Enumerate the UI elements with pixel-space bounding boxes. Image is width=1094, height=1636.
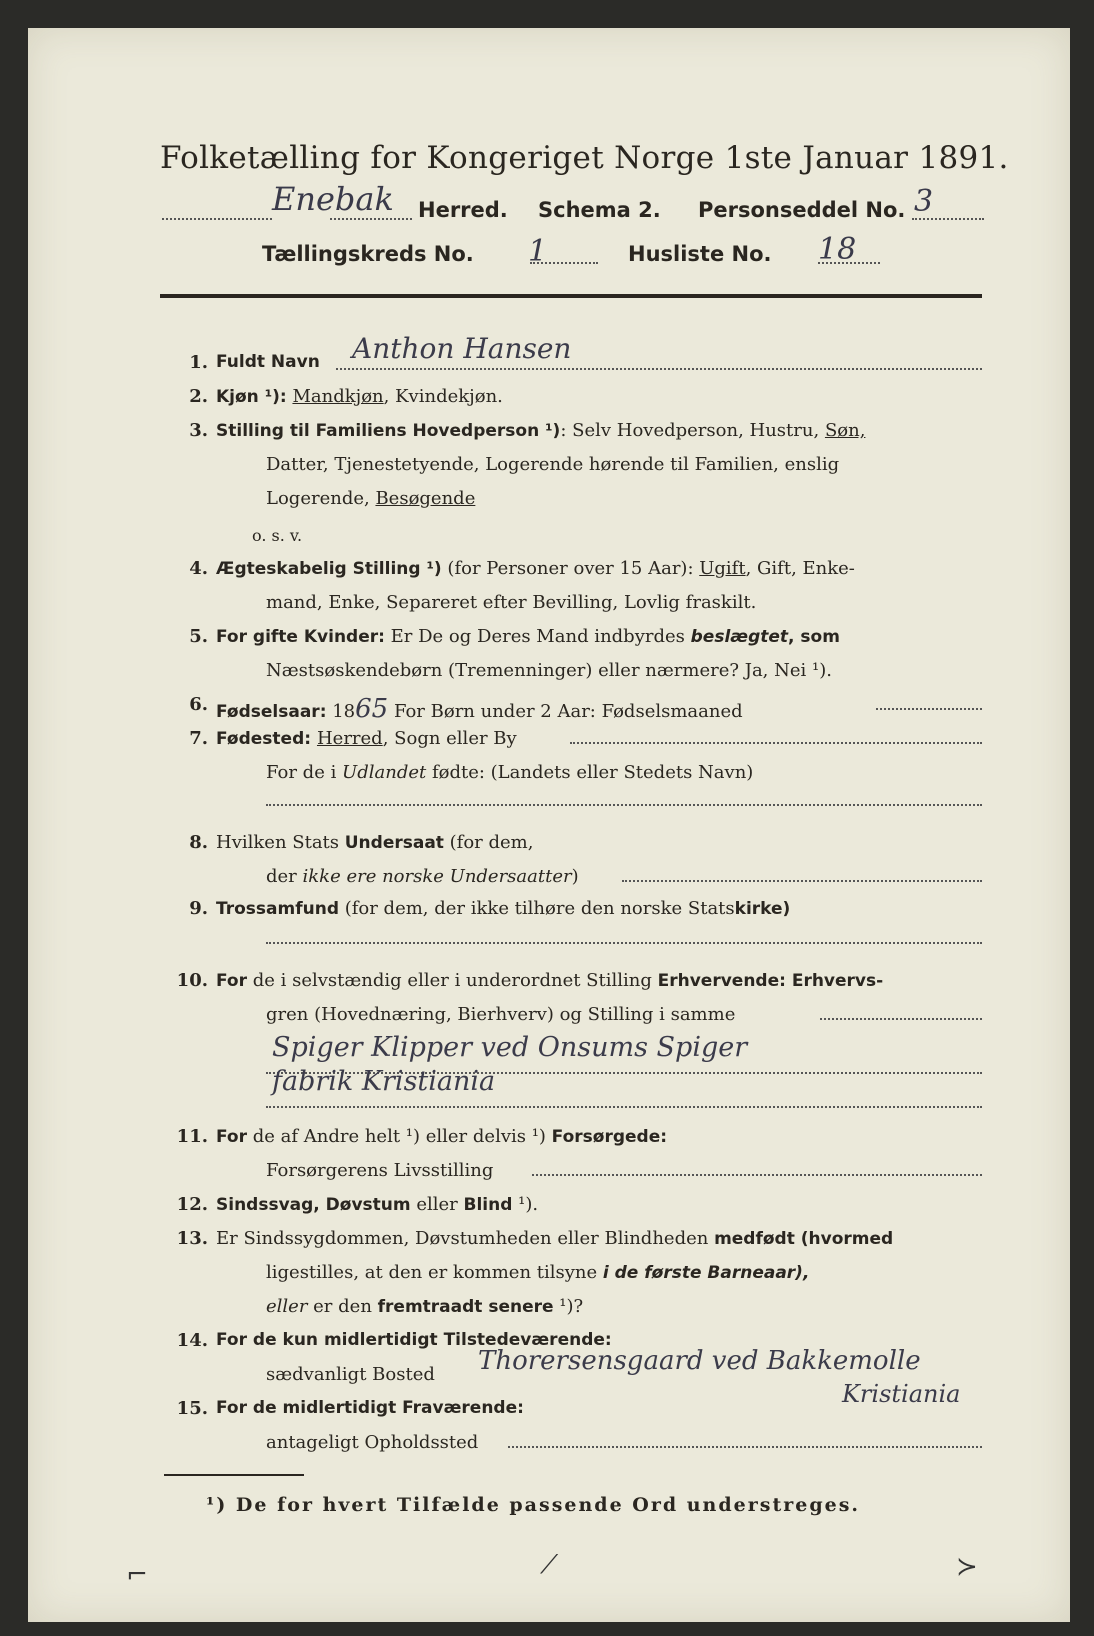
item-13-line-3-a: er den [307,1296,378,1317]
item-13-medfodt: medfødt (hvormed [714,1229,894,1249]
item-5-beslaegtet: beslægtet [690,627,789,647]
item-9-line [216,898,790,919]
item-14-bosted-handwritten: Thorersensgaard ved Bakkemolle [478,1346,921,1376]
item-12-blind: Blind [463,1195,513,1215]
form-title: Folketælling for Kongeriget Norge 1ste Januar 1891. [160,140,1009,176]
item-7-blank-line [266,804,982,806]
ink-mark-left: ⌐ [126,1560,148,1590]
item-11-dotted-line [532,1174,982,1176]
item-8-line-2-a: der [266,866,303,887]
item-10-occupation-handwritten-1: Spiger Klipper ved Onsums Spiger [272,1032,748,1063]
item-9-number: 9. [189,898,208,919]
item-11-label: For [216,1127,247,1147]
item-1-label: Fuldt Navn [216,352,320,372]
husliste-label: Husliste No. [628,242,772,266]
footnote-rule [164,1474,304,1476]
item-4-underlined-ugift: Ugift [699,558,746,579]
item-7-line-1-rest: , Sogn eller By [382,728,517,749]
item-7-line-1 [216,728,517,749]
item-9-blank-line [266,942,982,944]
ink-mark-center: ⟋ [540,1550,559,1580]
item-7-line-2-a: For de i [266,762,343,783]
herred-dotted-line [162,218,272,220]
item-8-number: 8. [189,832,208,853]
item-6-year-prefix: 18 [326,701,356,722]
item-3-line-2: Datter, Tjenestetyende, Logerende hørende til Familien, enslig [266,454,840,475]
item-14-bosted-handwritten-2: Kristiania [842,1380,961,1408]
item-6-label: Fødselsaar: [216,702,327,722]
item-2-label: Kjøn ¹): [216,387,287,407]
item-2-underlined: Mandkjøn [292,386,384,407]
item-3-line-3 [266,488,475,509]
item-15-dotted-line [508,1446,982,1448]
item-3-underlined-besogende: Besøgende [375,488,476,509]
item-13-line-3-b: ¹)? [553,1296,584,1317]
item-13-line-3 [266,1296,583,1317]
item-1-dotted-line [336,368,982,370]
item-13-number: 13. [176,1228,208,1249]
item-7-udlandet: Udlandet [342,762,427,783]
item-11-line-1 [216,1126,667,1147]
item-13-line-2-italic: i de første Barneaar), [602,1263,810,1283]
item-8-undersaat: Undersaat [344,833,444,853]
item-9-rest: (for dem, der ikke tilhøre den norske Stats [338,898,735,919]
herred-dotted-line-2 [330,218,412,220]
item-7-number: 7. [189,728,208,749]
item-6-dotted-line [876,708,982,710]
husliste-dotted-line [818,262,880,264]
item-8-line-2-b: ) [571,866,579,887]
personseddel-number: 3 [914,184,934,219]
husliste-number: 18 [818,232,857,267]
item-10-label: For [216,971,247,991]
item-14-line-2: sædvanligt Bosted [266,1364,435,1385]
footnote: ¹) De for hvert Tilfælde passende Ord understreges. [206,1494,861,1516]
item-3-underlined-son: Søn, [824,420,866,441]
item-3-line-1-rest: : Selv Hovedperson, Hustru, [560,420,820,441]
item-11-line-2: Forsørgerens Livsstilling [266,1160,494,1181]
item-13-line-1-a: Er Sindssygdommen, Døvstumheden eller Blindheden [216,1228,715,1249]
item-10-line-1-rest: de i selvstændig eller i underordnet Stilling [247,970,658,991]
item-5-line-1 [216,626,840,647]
item-4-line-1 [216,558,855,579]
item-8-line-1 [216,832,533,853]
herred-label: Herred. [418,198,508,222]
item-12-label: Sindssvag, Døvstum [216,1195,411,1215]
personseddel-dotted-line [912,218,984,220]
item-3-osv: o. s. v. [252,526,303,545]
item-8-line-1-b: (for dem, [443,832,534,853]
item-4-label: Ægteskabelig Stilling ¹) [216,559,442,579]
item-5-som: , som [788,627,840,647]
item-7-line-2 [266,762,753,783]
item-3-line-1 [216,420,865,441]
item-3-number: 3. [189,420,208,441]
item-3-label: Stilling til Familiens Hovedperson ¹) [216,421,561,441]
item-10-line-1 [216,970,883,991]
item-6-year-handwritten: 65 [355,694,389,724]
item-15-line-2: antageligt Opholdssted [266,1432,479,1453]
item-9-kirke: kirke) [734,899,791,919]
item-8-dotted-line [622,880,982,882]
item-4-line-1-rest: (for Personer over 15 Aar): [441,558,700,579]
item-7-underlined-herred: Herred [316,728,383,749]
taellingskreds-dotted-line [530,262,598,264]
item-2-rest: , Kvindekjøn. [383,386,503,407]
item-11-line-1-rest: de af Andre helt ¹) eller delvis ¹) [247,1126,552,1147]
item-15-label: For de midlertidigt Fraværende: [216,1398,524,1418]
taellingskreds-number: 1 [528,234,548,269]
item-1-name-handwritten: Anthon Hansen [352,332,572,365]
item-7-dotted-line [570,742,982,744]
item-2-number: 2. [189,386,208,407]
item-10-occupation-handwritten-2: fabrik Kristiania [272,1066,496,1097]
item-5-number: 5. [189,626,208,647]
schema-label: Schema 2. [538,198,661,222]
item-4-number: 4. [189,558,208,579]
item-10-number: 10. [176,970,208,991]
personseddel-label: Personseddel No. [698,198,906,222]
item-10-dotted-line [820,1018,982,1020]
item-13-eller: eller [266,1296,308,1317]
item-7-label: Fødested: [216,729,317,749]
item-10-line-4 [266,1106,982,1108]
item-3-line-3-text: Logerende, [266,488,370,509]
item-2-text [216,386,503,407]
item-13-line-1 [216,1228,893,1249]
item-9-label: Trossamfund [216,899,339,919]
item-14-label: For de kun midlertidigt Tilstedeværende: [216,1330,612,1350]
header-rule [160,294,982,298]
herred-handwritten: Enebak [272,180,394,218]
item-12-end: ¹). [512,1194,539,1215]
item-12-number: 12. [176,1194,208,1215]
item-12-line [216,1194,538,1215]
item-12-mid: eller [410,1194,464,1215]
item-13-line-2-a: ligestilles, at den er kommen tilsyne [266,1262,603,1283]
item-6-number: 6. [189,694,208,715]
ink-mark-right: ≻ [956,1552,978,1582]
item-14-number: 14. [176,1330,208,1351]
item-1-number: 1. [189,352,208,373]
item-5-line-2: Næstsøskendebørn (Tremenninger) eller nærmere? Ja, Nei ¹). [266,660,832,681]
item-8-line-2 [266,866,579,887]
taellingskreds-label: Tællingskreds No. [262,242,474,266]
item-4-line-2: mand, Enke, Separeret efter Bevilling, Lovlig fraskilt. [266,592,757,613]
item-11-forsorgede: Forsørgede: [551,1127,668,1147]
item-10-erhvervende: Erhvervende: Erhvervs- [657,971,884,991]
item-6-rest: For Børn under 2 Aar: Fødselsmaaned [388,701,743,722]
item-7-line-2-b: fødte: (Landets eller Stedets Navn) [426,762,754,783]
item-13-line-2 [266,1262,809,1283]
item-11-number: 11. [176,1126,208,1147]
item-13-fremtraadt: fremtraadt senere [377,1297,554,1317]
item-8-line-1-a: Hvilken Stats [216,832,345,853]
item-4-line-1-tail: , Gift, Enke- [745,558,855,579]
item-8-line-2-italic: ikke ere norske Undersaatter [302,866,572,887]
item-10-line-2: gren (Hovednæring, Bierhverv) og Stilling i samme [266,1004,736,1025]
item-5-line-1-rest: Er De og Deres Mand indbyrdes [384,626,691,647]
item-15-number: 15. [176,1398,208,1419]
item-6-line [216,694,743,724]
item-5-label: For gifte Kvinder: [216,627,385,647]
